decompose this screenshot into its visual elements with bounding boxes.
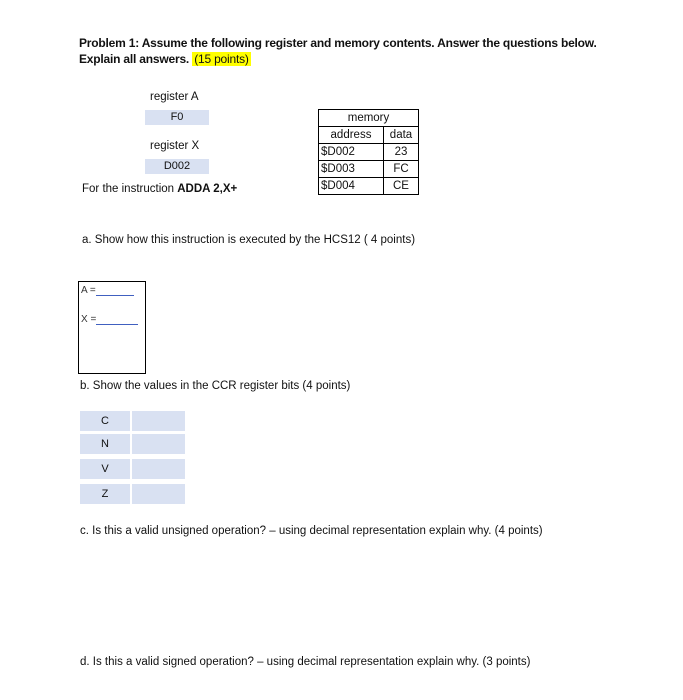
memory-data-cell: FC — [384, 161, 419, 178]
instruction-line — [82, 183, 237, 195]
register-x-label: register X — [150, 140, 200, 152]
ccr-bit-v: V — [80, 459, 130, 479]
problem-heading — [79, 35, 599, 67]
memory-address-cell: $D002 — [319, 144, 384, 161]
memory-data-header: data — [384, 127, 419, 144]
memory-title: memory — [319, 110, 419, 127]
ccr-value-v[interactable] — [132, 459, 185, 479]
answer-x-underline — [96, 314, 138, 325]
answer-a-underline — [96, 285, 134, 296]
table-row — [319, 178, 419, 195]
memory-table — [318, 109, 419, 195]
problem-heading-text: Problem 1: Assume the following register and memory contents. Answer the questions below. Explain all answers. — [79, 36, 597, 66]
memory-header-row — [319, 127, 419, 144]
answer-x-line — [81, 314, 138, 325]
answer-x-label: X = — [81, 314, 97, 325]
instruction-prefix: For the instruction — [82, 183, 178, 195]
points-highlight: (15 points) — [194, 52, 249, 66]
question-b: b. Show the values in the CCR register bits (4 points) — [80, 380, 351, 392]
table-row — [319, 161, 419, 178]
question-c: c. Is this a valid unsigned operation? – using decimal representation explain why. (4 points) — [80, 525, 543, 537]
memory-address-cell: $D003 — [319, 161, 384, 178]
ccr-bit-n: N — [80, 434, 130, 454]
ccr-value-n[interactable] — [132, 434, 185, 454]
answer-a-label: A = — [81, 285, 96, 296]
register-a-value: F0 — [145, 110, 209, 125]
question-d: d. Is this a valid signed operation? – using decimal representation explain why. (3 points) — [80, 656, 531, 668]
answer-a-line — [81, 285, 134, 296]
ccr-value-z[interactable] — [132, 484, 185, 504]
memory-title-row — [319, 110, 419, 127]
answer-box[interactable] — [78, 281, 146, 374]
question-a: a. Show how this instruction is executed by the HCS12 ( 4 points) — [82, 234, 416, 246]
memory-data-cell: 23 — [384, 144, 419, 161]
memory-address-header: address — [319, 127, 384, 144]
ccr-bit-z: Z — [80, 484, 130, 504]
instruction-code: ADDA 2,X+ — [177, 183, 238, 195]
register-a-label: register A — [150, 91, 199, 103]
ccr-value-c[interactable] — [132, 411, 185, 431]
memory-data-cell: CE — [384, 178, 419, 195]
register-x-value: D002 — [145, 159, 209, 174]
table-row — [319, 144, 419, 161]
ccr-bit-c: C — [80, 411, 130, 431]
memory-address-cell: $D004 — [319, 178, 384, 195]
